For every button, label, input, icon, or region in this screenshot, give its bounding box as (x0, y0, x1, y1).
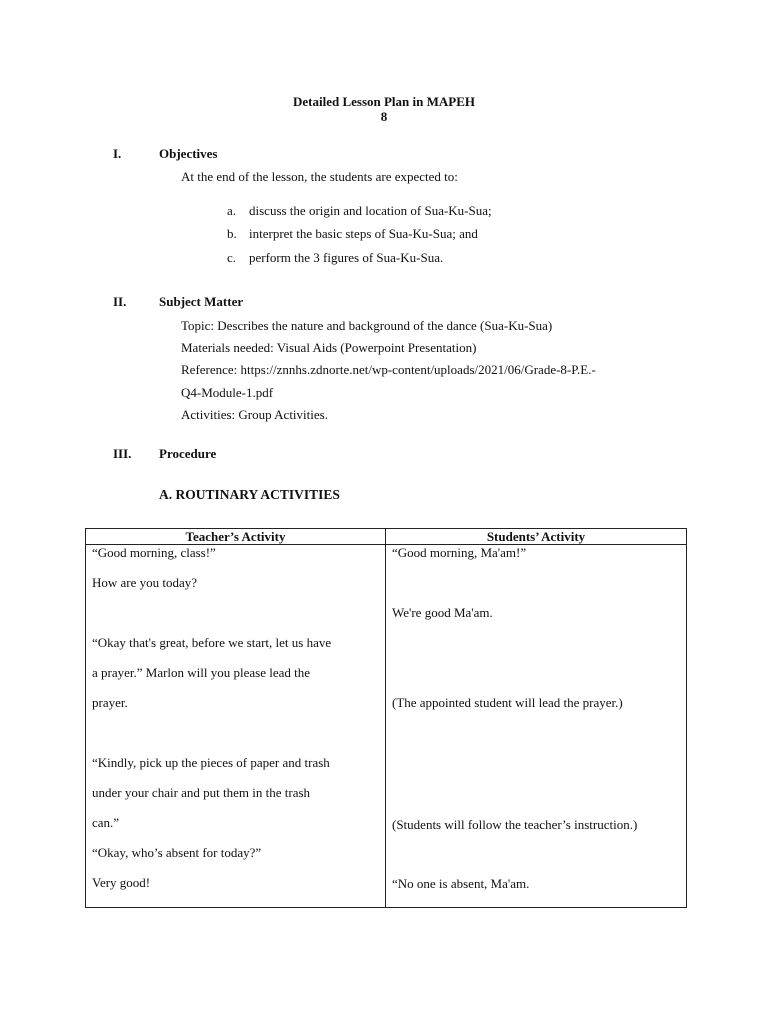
section-numeral-subject-matter: II. (113, 294, 127, 309)
subject-activities: Activities: Group Activities. (181, 407, 328, 422)
document-title: Detailed Lesson Plan in MAPEH (292, 94, 475, 109)
objective-item: interpret the basic steps of Sua-Ku-Sua; and (249, 226, 478, 241)
students-activity-header: Students’ Activity (386, 529, 687, 545)
objective-letter: c. (227, 250, 237, 265)
student-line: “No one is absent, Ma'am. (392, 876, 530, 891)
teacher-line: a prayer.” Marlon will you please lead the (92, 665, 311, 680)
subject-reference: Reference: https://znnhs.zdnorte.net/wp-content/uploads/2021/06/Grade-8-P.E.- (181, 362, 596, 377)
sub-heading-routinary-activities: A. ROUTINARY ACTIVITIES (159, 487, 340, 502)
activity-table (85, 528, 687, 908)
teacher-activity-cell (86, 545, 386, 908)
objective-letter: a. (227, 203, 237, 218)
student-line: (Students will follow the teacher’s instruction.) (392, 817, 638, 832)
objective-item: discuss the origin and location of Sua-Ku-Sua; (249, 203, 492, 218)
teacher-activity-header: Teacher’s Activity (86, 529, 386, 545)
teacher-line: “Okay that's great, before we start, let us have (92, 635, 332, 650)
objective-item: perform the 3 figures of Sua-Ku-Sua. (249, 250, 444, 265)
table-header-row (86, 529, 687, 545)
subject-topic: Topic: Describes the nature and background of the dance (Sua-Ku-Sua) (181, 318, 553, 333)
document-grade: 8 (380, 109, 388, 124)
student-line: We're good Ma'am. (392, 605, 493, 620)
student-line: (The appointed student will lead the prayer.) (392, 695, 623, 710)
teacher-line: can.” (92, 815, 120, 830)
students-activity-cell (386, 545, 687, 908)
objective-letter: b. (227, 226, 237, 241)
student-line: “Good morning, Ma'am!” (392, 545, 527, 560)
section-heading-procedure: Procedure (159, 446, 217, 461)
teacher-line: “Okay, who’s absent for today?” (92, 845, 262, 860)
subject-materials: Materials needed: Visual Aids (Powerpoint Presentation) (181, 340, 477, 355)
section-heading-subject-matter: Subject Matter (159, 294, 244, 309)
teacher-line: “Kindly, pick up the pieces of paper and trash (92, 755, 330, 770)
teacher-line: “Good morning, class!” (92, 545, 216, 560)
subject-reference-continued: Q4-Module-1.pdf (181, 385, 274, 400)
teacher-line: How are you today? (92, 575, 198, 590)
section-numeral-procedure: III. (113, 446, 132, 461)
table-row (86, 545, 687, 908)
section-numeral-objectives: I. (113, 146, 122, 161)
objectives-intro: At the end of the lesson, the students are expected to: (181, 169, 458, 184)
teacher-line: prayer. (92, 695, 128, 710)
teacher-line: Very good! (92, 875, 151, 890)
teacher-line: under your chair and put them in the trash (92, 785, 311, 800)
section-heading-objectives: Objectives (159, 146, 218, 161)
